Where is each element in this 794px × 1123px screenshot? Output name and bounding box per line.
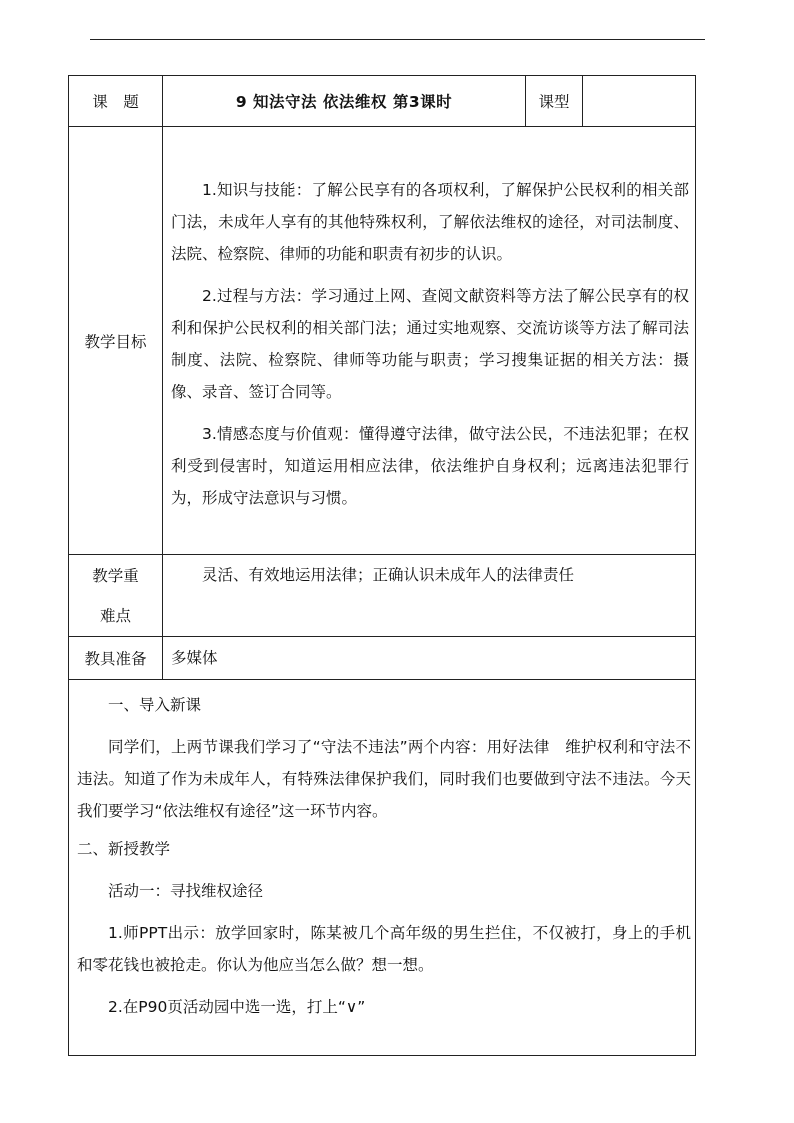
materials-row (69, 637, 696, 680)
key-points-label (69, 555, 163, 637)
objective-attitude: 3.情感态度与价值观：懂得遵守法律，做守法公民，不违法犯罪；在权利受到侵害时，知道运用相应法律，依法维护自身权利；远离违法犯罪行为，形成守法意识与习惯。 (171, 424, 689, 507)
teaching-process (69, 680, 696, 1056)
objectives-content (163, 127, 696, 555)
activity1-title: 活动一：寻找维权途径 (108, 882, 264, 900)
lesson-type-label: 课型 (526, 76, 583, 127)
key-points-label-line2: 难点 (99, 606, 131, 625)
header-rule (90, 39, 705, 40)
objectives-label: 教学目标 (69, 127, 163, 555)
objective-knowledge: 1.知识与技能：了解公民享有的各项权利，了解保护公民权利的相关部门法，未成年人享有的其他特殊权利，了解依法维权的途径，对司法制度、法院、检察院、律师的功能和职责有初步的认识。 (171, 180, 689, 263)
lesson-type-value (583, 76, 696, 127)
key-points-row (69, 555, 696, 637)
process-row (69, 680, 696, 1056)
title-row (69, 76, 696, 127)
objectives-row (69, 127, 696, 555)
section1-text: 同学们，上两节课我们学习了“守法不违法”两个内容：用好法律 维护权利和守法不违法。知道了作为未成年人，有特殊法律保护我们，同时我们也要做到守法不违法。今天我们要学习“依法维权有途径”这一环节内容。 (77, 738, 691, 820)
materials-content (163, 637, 696, 680)
key-points-content (163, 555, 696, 637)
activity1-step1: 1.师PPT出示：放学回家时，陈某被几个高年级的男生拦住，不仅被打，身上的手机和零花钱也被抢走。你认为他应当怎么做？想一想。 (77, 924, 691, 974)
activity1-step2: 2.在P90页活动园中选一选，打上“∨” (108, 998, 366, 1016)
objective-process: 2.过程与方法：学习通过上网、查阅文献资料等方法了解公民享有的权利和保护公民权利的相关部门法；通过实地观察、交流访谈等方法了解司法制度、法院、检察院、律师等功能与职责；学习搜集证据的相关方法：摄像、录音、签订合同等。 (171, 286, 689, 401)
topic-label: 课 题 (69, 76, 163, 127)
materials-label: 教具准备 (69, 637, 163, 680)
section1-title: 一、导入新课 (108, 696, 202, 714)
section2-title: 二、新授教学 (77, 840, 171, 858)
key-points-text: 灵活、有效地运用法律；正确认识未成年人的法律责任 (202, 566, 575, 584)
lesson-plan-table (68, 75, 696, 1056)
key-points-label-line1: 教学重 (92, 566, 139, 585)
lesson-title: 9 知法守法 依法维权 第3课时 (163, 76, 526, 127)
materials-text: 多媒体 (171, 649, 218, 667)
